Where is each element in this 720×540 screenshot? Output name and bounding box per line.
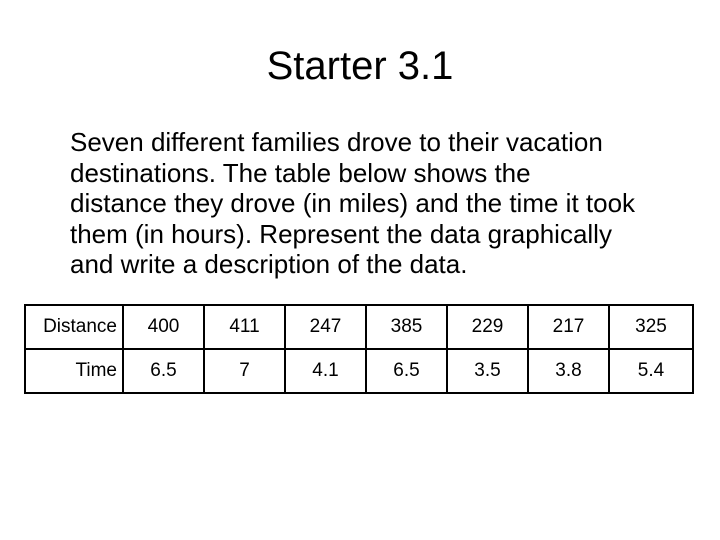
row-header-time: Time [25, 349, 123, 393]
table-cell: 6.5 [366, 349, 447, 393]
table-cell: 7 [204, 349, 285, 393]
table-cell: 325 [609, 305, 693, 349]
table-cell: 229 [447, 305, 528, 349]
distance-time-table [24, 304, 694, 394]
table-cell: 411 [204, 305, 285, 349]
table-cell: 3.8 [528, 349, 609, 393]
table-row-distance [25, 305, 693, 349]
problem-text-line: them (in hours). Represent the data graphically [70, 218, 612, 249]
table-cell: 247 [285, 305, 366, 349]
table-cell: 3.5 [447, 349, 528, 393]
table-cell: 6.5 [123, 349, 204, 393]
problem-text-line: and write a description of the data. [70, 249, 468, 279]
table-cell: 400 [123, 305, 204, 349]
row-header-distance: Distance [25, 305, 123, 349]
slide-title: Starter 3.1 [266, 44, 454, 88]
table-row-time [25, 349, 693, 393]
table-cell: 217 [528, 305, 609, 349]
problem-text-line: distance they drove (in miles) and the time it took [70, 188, 636, 218]
table-cell: 5.4 [609, 349, 693, 393]
problem-text-line: destinations. The table below shows the [70, 157, 531, 188]
table-cell: 4.1 [285, 349, 366, 393]
problem-text [70, 127, 710, 280]
table-cell: 385 [366, 305, 447, 349]
problem-text-line: Seven different families drove to their vacation [70, 127, 603, 157]
